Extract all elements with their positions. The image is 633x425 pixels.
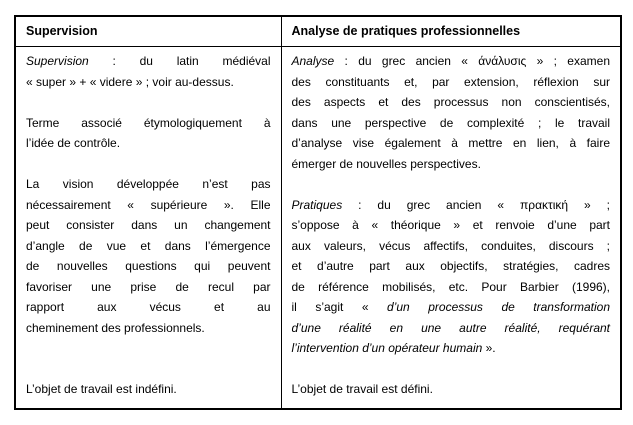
italic-text-segment: Analyse [291, 54, 335, 68]
text-segment: cheminement des professionnels. [26, 320, 205, 335]
text-segment: : du grec ancien « άνάλυσις » ; examen [334, 54, 610, 68]
italic-text-segment: Pratiques [291, 197, 343, 212]
text-segment: Terme associé étymologiquement à [26, 115, 271, 130]
text-line [26, 72, 271, 93]
text-line [292, 51, 611, 72]
text-line [292, 195, 611, 216]
text-line [292, 256, 611, 277]
text-segment: L’objet de travail est défini. [291, 382, 433, 396]
text-segment: des aspects et des processus non conscientisés, [291, 95, 610, 109]
text-line [26, 215, 271, 236]
text-segment: émerger de nouvelles perspectives. [291, 156, 481, 171]
text-line [26, 174, 271, 195]
text-line [26, 297, 271, 318]
text-segment: l’idée de contrôle. [26, 136, 121, 150]
text-line [26, 133, 271, 154]
text-line [292, 72, 611, 93]
text-segment: de référence mobilisés, etc. Pour Barbier (1996), [291, 279, 610, 294]
text-line [292, 297, 611, 318]
text-line [292, 277, 611, 298]
col-header-supervision: Supervision [15, 16, 281, 47]
text-segment: s’oppose à « théorique » et renvoie d’une part [291, 218, 610, 232]
text-segment: il s’agit « [291, 300, 388, 314]
comparison-table [14, 15, 622, 410]
paragraph [292, 51, 611, 174]
paragraph [292, 379, 611, 400]
text-line [292, 318, 611, 339]
text-segment: aux valeurs, vécus affectifs, conduites, discours ; [291, 238, 610, 253]
header-row [15, 16, 621, 47]
text-line [292, 154, 611, 175]
text-line [292, 133, 611, 154]
text-line [26, 256, 271, 277]
text-line [26, 318, 271, 339]
cell-analyse [281, 47, 621, 409]
text-line [292, 113, 611, 134]
text-segment: « super » + « videre » ; voir au-dessus. [26, 74, 234, 89]
paragraph [26, 51, 271, 92]
italic-text-segment: Supervision [26, 54, 89, 68]
text-segment: des constituants et, par extension, réflexion sur [291, 74, 610, 89]
text-line [26, 195, 271, 216]
text-line [26, 379, 271, 400]
cell-supervision [15, 47, 281, 409]
text-segment: nécessairement « supérieure ». Elle [26, 197, 271, 212]
text-line [292, 379, 611, 400]
text-segment: d’analyse vise également à mettre en lien, à faire [291, 136, 610, 150]
text-segment: L’objet de travail est indéfini. [26, 382, 177, 396]
text-line [26, 51, 271, 72]
text-segment: ». [482, 341, 496, 355]
text-segment: rapport aux vécus et au [26, 300, 271, 314]
text-segment: dans une perspective de complexité ; le travail [291, 115, 610, 130]
italic-text-segment: l’intervention d’un opérateur humain [291, 341, 483, 355]
text-line [292, 338, 611, 359]
text-line [26, 113, 271, 134]
paragraph [26, 379, 271, 400]
col-header-analyse: Analyse de pratiques professionnelles [281, 16, 621, 47]
body-row [15, 47, 621, 409]
text-line [26, 236, 271, 257]
italic-text-segment: d’une réalité en une autre réalité, requérant [291, 320, 610, 335]
text-line [292, 236, 611, 257]
text-segment: peut consister dans un changement [26, 218, 271, 232]
text-segment: La vision développée n’est pas [26, 177, 271, 191]
text-line [26, 277, 271, 298]
text-segment: et d’autre part aux objectifs, stratégies, cadres [291, 259, 610, 273]
paragraph [26, 113, 271, 154]
text-segment: d’angle de vue et dans l’émergence [26, 238, 271, 253]
paragraph [26, 174, 271, 338]
text-line [292, 215, 611, 236]
text-segment: : du grec ancien « πρακτική » ; [342, 197, 610, 212]
text-line [292, 92, 611, 113]
italic-text-segment: d’un processus de transformation [387, 300, 610, 314]
paragraph [292, 195, 611, 359]
text-segment: de nouvelles questions qui peuvent [26, 259, 271, 273]
text-segment: favoriser une prise de recul par [26, 279, 271, 294]
text-segment: : du latin médiéval [88, 54, 271, 68]
